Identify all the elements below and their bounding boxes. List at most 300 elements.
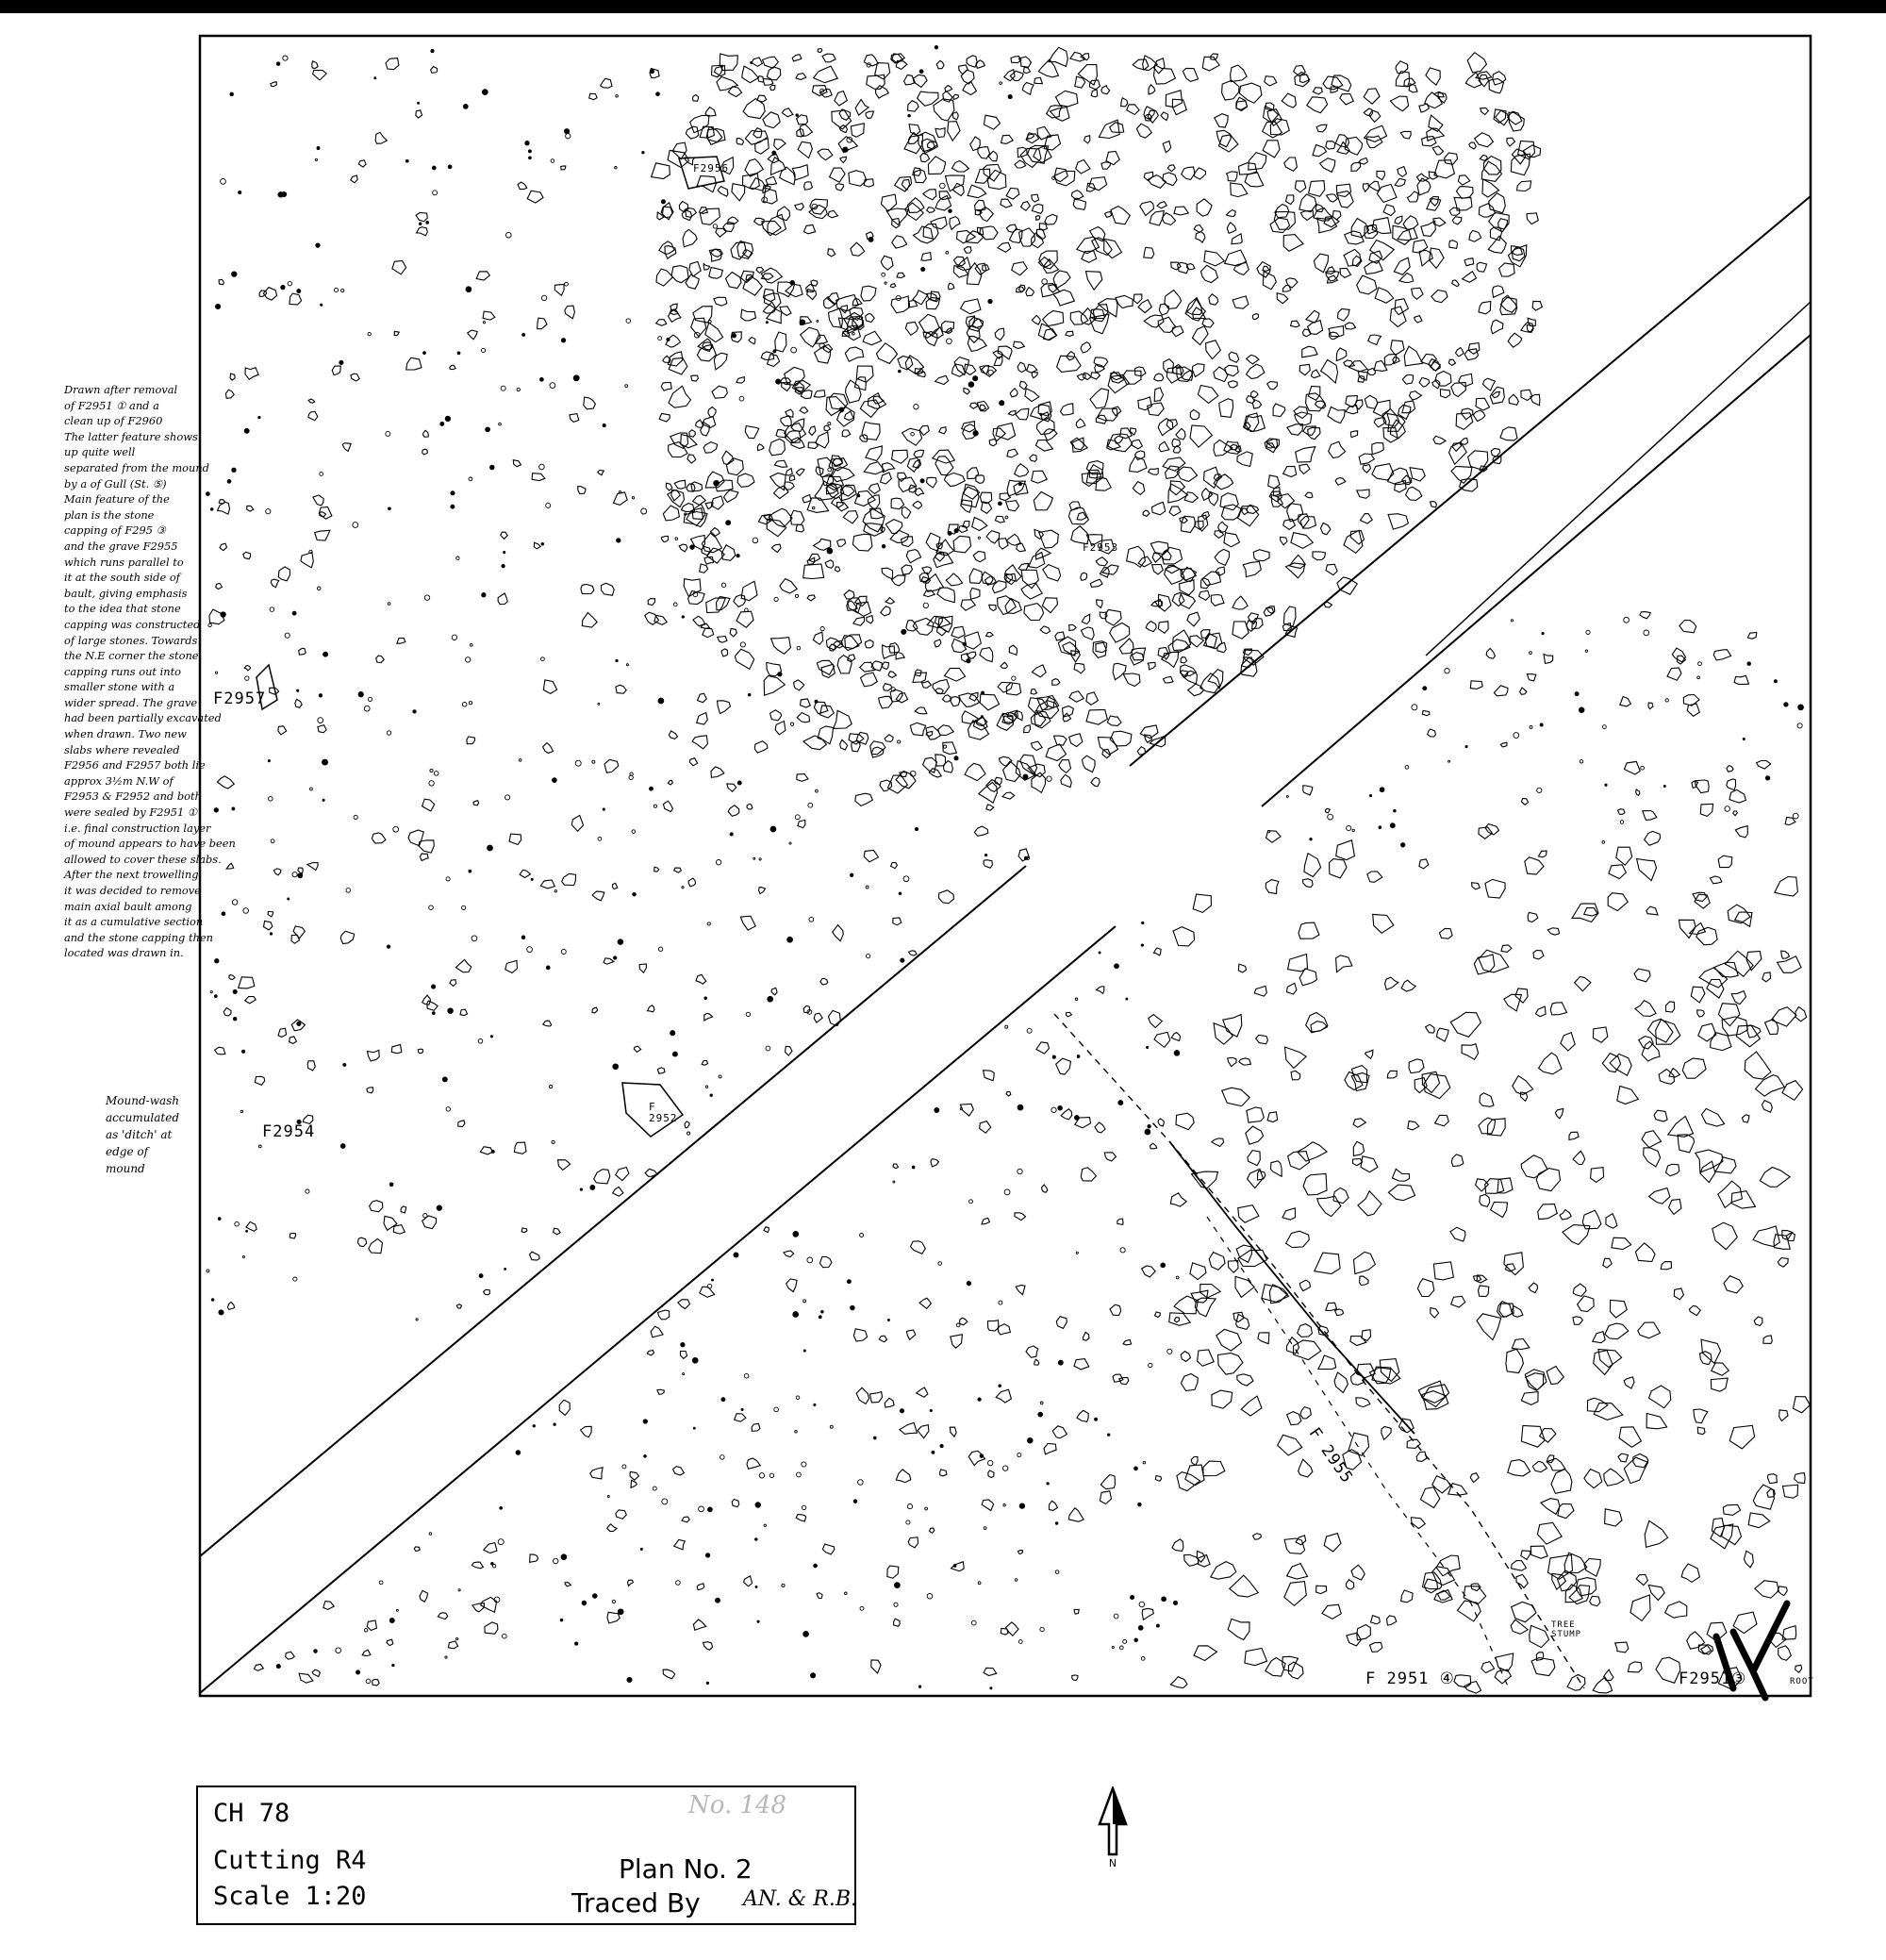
stone [1419, 378, 1430, 388]
stone [792, 55, 802, 61]
pebble [293, 1277, 297, 1281]
pebble [539, 464, 545, 470]
stone [747, 1458, 760, 1469]
pebble [502, 564, 505, 567]
stone [450, 365, 455, 369]
margin-note-line: i.e. final construction layer [64, 821, 211, 835]
stone [1281, 537, 1287, 544]
stone [1649, 1188, 1670, 1204]
stone [1778, 1258, 1788, 1268]
stone [1152, 565, 1164, 574]
stone [1727, 779, 1736, 790]
stone [1238, 1205, 1259, 1223]
stone [1715, 1157, 1736, 1173]
stone [1604, 1469, 1624, 1486]
margin-note-line: separated from the mound [64, 460, 209, 474]
pebble [927, 1593, 933, 1599]
stone [1185, 1465, 1204, 1486]
stone [501, 532, 508, 539]
pebble [389, 1183, 393, 1187]
stone [749, 338, 755, 344]
stone [1610, 1300, 1627, 1318]
stone [1159, 441, 1169, 452]
stone [1212, 1390, 1233, 1408]
stone [1573, 1317, 1583, 1325]
pebble [705, 1553, 709, 1557]
pebble [713, 224, 717, 228]
mound-note-line: accumulated [106, 1111, 180, 1124]
faint-sheet-number: No. 148 [688, 1791, 787, 1819]
stone [1569, 1132, 1579, 1139]
stone [370, 1201, 383, 1212]
stone [1158, 419, 1173, 436]
stone [1185, 299, 1205, 321]
stone [899, 477, 917, 491]
pebble [902, 629, 906, 634]
stone [893, 918, 902, 925]
stone [530, 1252, 540, 1260]
pebble [650, 787, 653, 790]
stone [867, 616, 873, 623]
pebble [1055, 1570, 1059, 1574]
stone [1203, 1461, 1225, 1476]
stone [1245, 1649, 1267, 1666]
stone [1733, 1612, 1757, 1634]
stone [1082, 614, 1090, 623]
stone [1101, 162, 1111, 169]
stone [736, 611, 753, 627]
stone [1324, 1534, 1341, 1552]
stone [1718, 1181, 1743, 1207]
stone [1645, 831, 1661, 845]
pebble [554, 1558, 558, 1563]
stone [1174, 1318, 1179, 1322]
pebble [1018, 1640, 1022, 1644]
pebble [614, 956, 617, 959]
stone [1728, 905, 1750, 923]
stone [218, 502, 230, 514]
stone [1111, 207, 1130, 224]
stone [980, 208, 993, 222]
margin-note-line: which runs parallel to [64, 555, 184, 569]
stone [1337, 191, 1353, 208]
stone [438, 1613, 447, 1619]
stone [1110, 1304, 1121, 1315]
stone [1040, 626, 1050, 634]
stone [416, 213, 427, 222]
stone [319, 507, 332, 520]
stone [1149, 1015, 1163, 1028]
stone [1682, 1058, 1706, 1078]
stone [968, 468, 979, 479]
stone [1100, 568, 1109, 577]
stone [1375, 288, 1394, 303]
stone [416, 110, 422, 118]
stone [1076, 159, 1090, 174]
stone [581, 1426, 592, 1437]
stone [976, 475, 984, 484]
stone [1656, 1020, 1680, 1044]
stone [1219, 399, 1233, 418]
stone [1086, 272, 1102, 291]
stone [658, 1310, 670, 1320]
stone [946, 328, 952, 334]
stone [1164, 359, 1174, 374]
pebble [858, 1480, 864, 1486]
stone [1573, 1284, 1586, 1296]
stone [1072, 1675, 1078, 1681]
stone [1130, 457, 1147, 472]
stone [1277, 293, 1288, 304]
stone [1736, 1025, 1760, 1047]
stone [1005, 598, 1021, 613]
pebble [721, 583, 725, 587]
stone [886, 208, 908, 224]
pebble [882, 544, 885, 548]
stone [1699, 968, 1728, 988]
stone [1340, 268, 1351, 277]
pebble [737, 781, 741, 785]
pebble [522, 333, 525, 336]
stone [1214, 1023, 1233, 1045]
stone [1224, 533, 1240, 547]
stone [1313, 88, 1322, 94]
stone [1432, 146, 1443, 155]
stone [1387, 1616, 1397, 1625]
pebble [233, 1017, 237, 1021]
stone [1666, 1164, 1679, 1176]
stone [1018, 1551, 1023, 1554]
stone [661, 536, 668, 541]
stone [904, 75, 915, 85]
stone [1757, 760, 1771, 769]
pebble [667, 338, 670, 341]
stone [422, 799, 435, 811]
stone [803, 224, 815, 233]
stone [1521, 799, 1528, 806]
stone [1017, 362, 1026, 372]
stone [1212, 1138, 1224, 1147]
stone [1667, 668, 1681, 680]
stone [1416, 174, 1429, 181]
pebble [451, 505, 455, 508]
north-arrow [1096, 1786, 1130, 1868]
stone [1536, 1169, 1560, 1191]
stone [1247, 364, 1265, 378]
pebble [1095, 1418, 1098, 1420]
stone [774, 140, 786, 150]
stone [1199, 590, 1209, 600]
stone [449, 1641, 458, 1649]
stone [914, 75, 928, 87]
stone [268, 911, 273, 917]
stone [984, 860, 992, 869]
stone [1176, 428, 1185, 440]
pebble [1012, 676, 1016, 680]
pebble [1579, 707, 1584, 713]
pebble [999, 1385, 1001, 1387]
pebble [857, 494, 860, 497]
pebble [757, 1620, 759, 1622]
stone [1299, 1459, 1313, 1477]
stone [1468, 343, 1480, 355]
stone [1326, 267, 1334, 274]
stone [1322, 1604, 1341, 1619]
stone [1669, 1200, 1681, 1215]
stone [801, 699, 811, 707]
stone [1227, 172, 1238, 181]
stone [1044, 1443, 1056, 1453]
stone [822, 1544, 835, 1554]
stone [245, 997, 256, 1004]
pebble [632, 497, 634, 499]
stone [668, 780, 672, 785]
stone [754, 741, 768, 753]
stone [1718, 1004, 1740, 1026]
stone [869, 484, 880, 494]
stone [824, 425, 830, 431]
stone [1144, 315, 1164, 327]
stone [835, 567, 840, 572]
pebble [656, 92, 660, 96]
pebble [935, 1108, 939, 1113]
pebble [682, 887, 684, 889]
stone [1077, 1410, 1088, 1421]
stone [948, 122, 960, 141]
stone [845, 347, 863, 361]
stone [1753, 1226, 1779, 1247]
stone [1544, 655, 1553, 664]
stone [763, 57, 779, 68]
stone [1496, 110, 1509, 125]
pebble [739, 396, 744, 401]
pebble [1542, 633, 1544, 635]
stone [1697, 1010, 1705, 1017]
stone [1326, 1303, 1337, 1310]
stone [704, 1013, 713, 1021]
stone [1693, 892, 1707, 901]
stone [1363, 464, 1370, 473]
pebble [1725, 806, 1730, 812]
pebble [644, 1455, 647, 1458]
stone [866, 446, 883, 461]
stone [891, 575, 905, 586]
stone [771, 988, 777, 994]
stone [1311, 370, 1320, 378]
pebble [1167, 1349, 1172, 1354]
stone [1090, 227, 1105, 241]
stone [1393, 1169, 1410, 1181]
stone [1762, 972, 1771, 982]
pebble [790, 280, 795, 285]
stone [1475, 133, 1494, 147]
mound-note-line: Mound-wash [106, 1094, 180, 1107]
pebble [938, 1262, 942, 1266]
stone [883, 645, 895, 658]
stone [639, 964, 646, 972]
pebble [748, 693, 751, 696]
stone [255, 1076, 264, 1085]
stone [968, 1451, 984, 1465]
pebble [641, 508, 647, 514]
pebble [814, 1564, 818, 1568]
pebble [368, 697, 372, 701]
pebble [847, 1280, 851, 1284]
stone [698, 693, 707, 702]
stone [1032, 205, 1042, 214]
pebble [1005, 516, 1008, 519]
stone [1372, 442, 1384, 454]
pebble [753, 538, 758, 543]
pebble [949, 209, 952, 213]
stone [1476, 1179, 1489, 1191]
pebble [292, 611, 296, 615]
stone [1266, 606, 1274, 614]
pebble [1143, 1461, 1146, 1464]
stone [1654, 1110, 1667, 1121]
stone [1196, 232, 1205, 243]
stone [937, 588, 955, 603]
stone [1646, 1414, 1667, 1429]
stone [856, 1387, 869, 1404]
stone [1202, 489, 1213, 501]
stone [1206, 634, 1217, 648]
stone [871, 1660, 881, 1673]
pebble [392, 1664, 394, 1666]
stone [582, 613, 597, 628]
pebble [901, 958, 904, 962]
pebble [521, 936, 525, 939]
stone [1723, 1504, 1740, 1515]
pebble [276, 1665, 280, 1669]
stone [1697, 1427, 1705, 1435]
stone [913, 168, 921, 175]
pebble [907, 1504, 912, 1509]
stone [1091, 90, 1098, 97]
stone [1449, 241, 1458, 249]
stone [721, 649, 728, 656]
stone [815, 335, 827, 343]
pebble [517, 388, 520, 390]
pebble [795, 594, 798, 597]
margin-note-line: it was decided to remove [64, 884, 201, 897]
stone [867, 75, 885, 89]
stone [921, 681, 931, 688]
pebble [505, 1268, 506, 1270]
pebble [898, 740, 901, 743]
stone [902, 179, 909, 190]
pebble [1352, 829, 1354, 831]
pebble [734, 1253, 738, 1257]
stone [755, 139, 769, 155]
stone [1091, 777, 1100, 787]
feature-label-f2951-4: F 2951 ④ [1365, 1669, 1455, 1688]
stone [1123, 371, 1141, 384]
pebble [948, 531, 951, 535]
stone [863, 331, 882, 345]
pebble [887, 1320, 889, 1321]
pebble [314, 1650, 318, 1653]
stone [1775, 877, 1798, 897]
stone [1056, 1317, 1067, 1329]
pebble [670, 1031, 675, 1036]
stone [1157, 202, 1166, 208]
stone [686, 274, 699, 289]
pebble [288, 898, 290, 900]
stone [1377, 171, 1385, 179]
stone [1221, 505, 1241, 520]
pebble [483, 322, 485, 324]
stone [1003, 761, 1021, 782]
stone [1313, 552, 1326, 560]
stone [882, 662, 888, 670]
pebble [1058, 1360, 1063, 1365]
pebble [910, 771, 916, 776]
pebble [463, 105, 468, 109]
pebble [232, 900, 238, 905]
pebble [726, 521, 731, 525]
stone [1563, 1225, 1590, 1245]
stone [1517, 181, 1531, 191]
stone [1587, 1398, 1608, 1412]
stone [1351, 1565, 1365, 1580]
stone [278, 726, 287, 735]
stone [1172, 326, 1183, 337]
stone [1700, 804, 1712, 816]
pebble [364, 706, 370, 711]
pebble [812, 507, 815, 509]
pebble [622, 1465, 626, 1469]
pebble [699, 1506, 704, 1512]
stone [1164, 676, 1174, 683]
stone [1479, 1118, 1496, 1134]
stone [1390, 307, 1406, 327]
stone [1458, 1601, 1481, 1621]
stone [1422, 711, 1430, 716]
stone [1163, 141, 1171, 153]
pebble [472, 936, 477, 941]
stone [1640, 612, 1650, 619]
pebble [593, 1594, 598, 1599]
pebble [221, 612, 225, 617]
stone [1149, 469, 1159, 475]
stone [1110, 731, 1132, 746]
pebble [396, 1609, 398, 1611]
pebble [1514, 733, 1519, 739]
stone [1006, 188, 1019, 199]
stone [1015, 464, 1029, 477]
stone [217, 776, 234, 789]
stone [1140, 202, 1154, 216]
pebble [774, 597, 778, 601]
stone [1361, 1156, 1378, 1172]
stone [1117, 1219, 1123, 1224]
stone [514, 1142, 526, 1154]
stone [1572, 904, 1598, 922]
pebble [687, 1132, 690, 1135]
pebble [525, 141, 529, 145]
stone [422, 449, 428, 455]
stone [1593, 1332, 1605, 1343]
stone [1190, 1263, 1206, 1280]
stone [1521, 1551, 1530, 1560]
stone [290, 1037, 297, 1044]
stone [951, 626, 965, 638]
scale-label: Scale 1:20 [213, 1882, 367, 1911]
pebble [503, 1634, 507, 1638]
stone [657, 1389, 664, 1394]
stone [1317, 1196, 1341, 1216]
